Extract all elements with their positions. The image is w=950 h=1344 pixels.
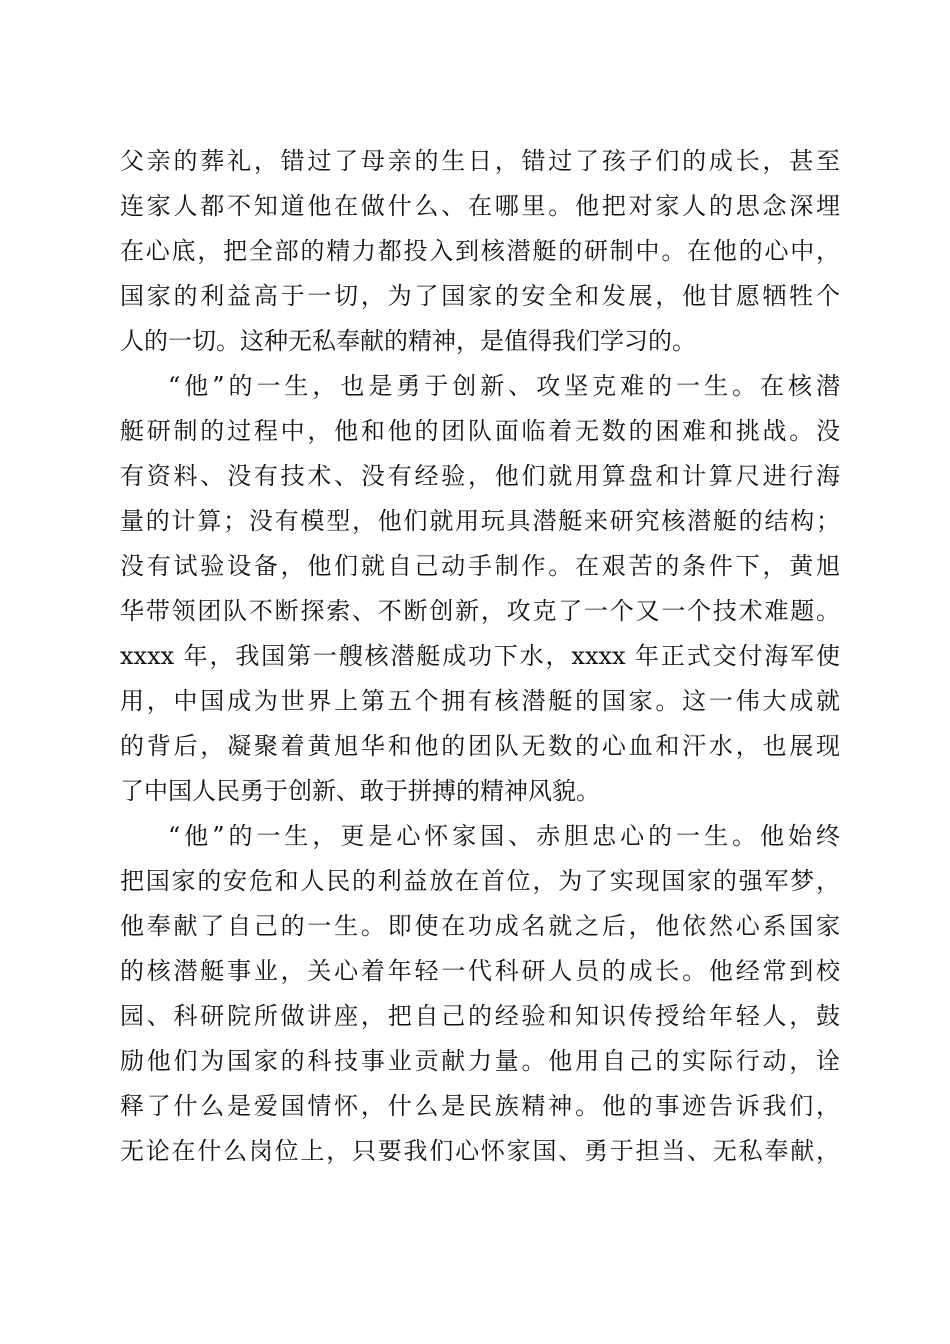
text-line: 人的一切。这种无私奉献的精神，是值得我们学习的。 — [120, 327, 696, 355]
text-line: 国家的利益高于一切，为了国家的安全和发展，他甘愿牺牲个 — [120, 282, 840, 310]
text-line: 父亲的葬礼，错过了母亲的生日，错过了孩子们的成长，甚至 — [120, 147, 840, 175]
text-line: 园、科研院所做讲座，把自己的经验和知识传授给年轻人，鼓 — [120, 1002, 840, 1030]
text-line: 他奉献了自己的一生。即使在功成名就之后，他依然心系国家 — [120, 912, 840, 940]
text-line: 连家人都不知道他在做什么、在哪里。他把对家人的思念深埋 — [120, 192, 840, 220]
text-line: 华带领团队不断探索、不断创新，攻克了一个又一个技术难题。 — [120, 597, 840, 625]
text-line: 励他们为国家的科技事业贡献力量。他用自己的实际行动，诠 — [120, 1047, 840, 1075]
text-line: xxxx 年，我国第一艘核潜艇成功下水，xxxx 年正式交付海军使 — [120, 642, 840, 670]
text-line: 释了什么是爱国情怀，什么是民族精神。他的事迹告诉我们， — [120, 1092, 840, 1120]
text-line: 的核潜艇事业，关心着年轻一代科研人员的成长。他经常到校 — [120, 957, 840, 985]
body-text — [120, 139, 840, 1174]
text-line: 把国家的安危和人民的利益放在首位，为了实现国家的强军梦， — [120, 867, 840, 895]
paragraph-start-line: “他”的一生，也是勇于创新、攻坚克难的一生。在核潜 — [168, 372, 840, 400]
paragraph-start-line: “他”的一生，更是心怀家国、赤胆忠心的一生。他始终 — [168, 822, 840, 850]
text-line: 有资料、没有技术、没有经验，他们就用算盘和计算尺进行海 — [120, 462, 840, 490]
text-line: 艇研制的过程中，他和他的团队面临着无数的困难和挑战。没 — [120, 417, 840, 445]
text-line: 没有试验设备，他们就自己动手制作。在艰苦的条件下，黄旭 — [120, 552, 840, 580]
text-line: 用，中国成为世界上第五个拥有核潜艇的国家。这一伟大成就 — [120, 687, 840, 715]
text-line: 无论在什么岗位上，只要我们心怀家国、勇于担当、无私奉献， — [120, 1137, 840, 1165]
text-line: 在心底，把全部的精力都投入到核潜艇的研制中。在他的心中， — [120, 237, 840, 265]
text-line: 量的计算；没有模型，他们就用玩具潜艇来研究核潜艇的结构； — [120, 507, 840, 535]
text-line: 了中国人民勇于创新、敢于拼搏的精神风貌。 — [120, 777, 600, 805]
text-line: 的背后，凝聚着黄旭华和他的团队无数的心血和汗水，也展现 — [120, 732, 840, 760]
